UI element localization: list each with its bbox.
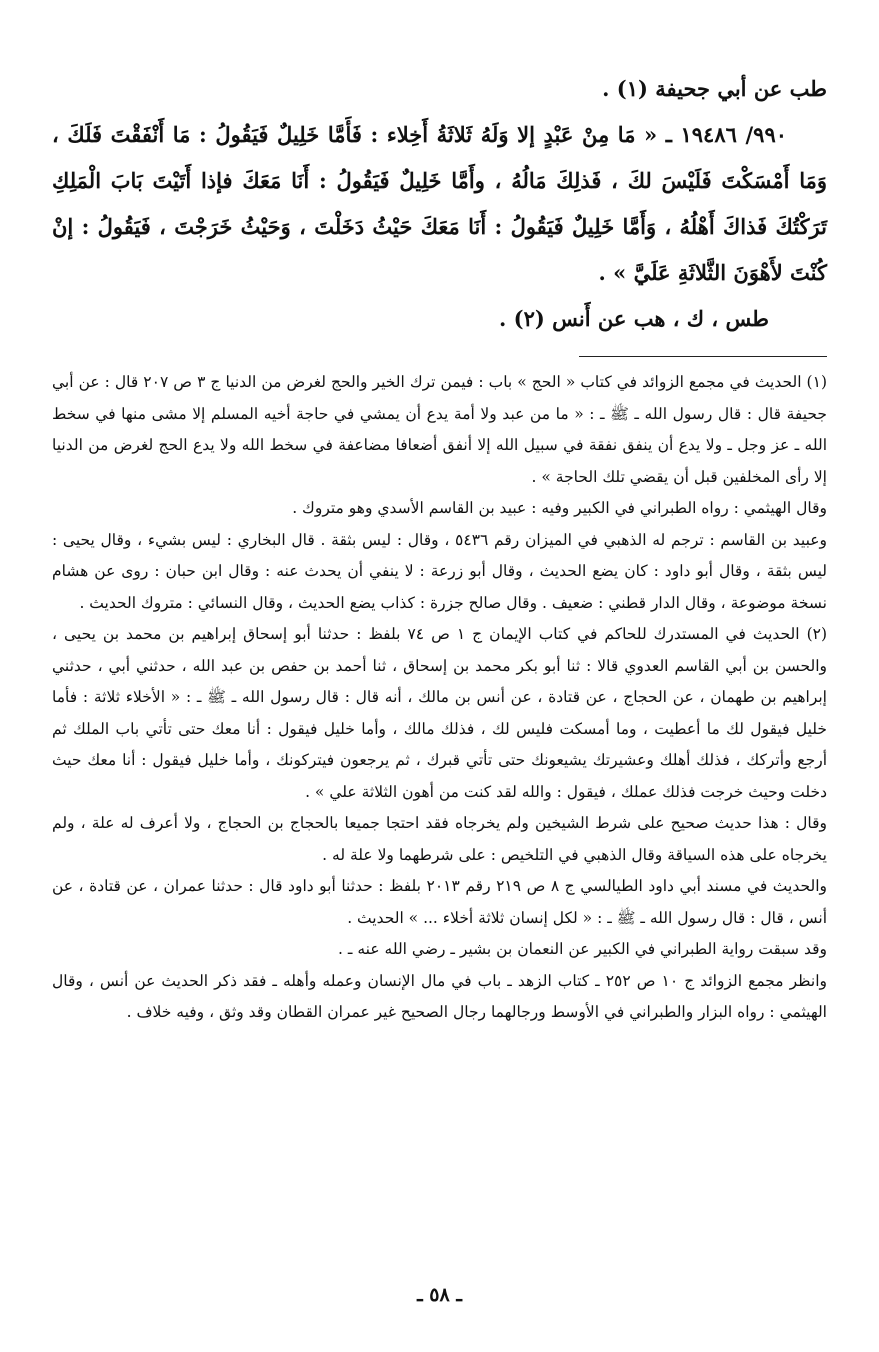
footnote-paragraph: والحديث في مسند أبي داود الطيالسي ج ٨ ص ٢١٩ رقم ٢٠١٣ بلفظ : حدثنا أبو داود قال : حدثنا عمران ، عن قتادة ، عن أنس ، قال : قال رسول الله ـ ﷺ ـ : « لكل إنسان ثلاثة أخلاء ... » الحديث . [52,877,827,927]
footnote-2 [52,619,827,1029]
footnote-divider [579,356,827,357]
footnote-paragraph: وعبيد بن القاسم : ترجم له الذهبي في الميزان رقم ٥٤٣٦ ، وقال : ليس بثقة . قال البخاري : ليس بشيء ، وقال يحيى : ليس بثقة ، وقال أبو داود : كان يضع الحديث ، وقال أبو زرعة : لا ينفي أن يحدث عنه : وقال ابن حبان : روى عن هشام نسخة موضوعة ، وقال الدار قطني : ضعيف . وقال صالح جزرة : كذاب يضع الحديث ، وقال النسائي : متروك الحديث . [52,530,828,612]
footnote-paragraph: (١) الحديث في مجمع الزوائد في كتاب « الحج » باب : فيمن ترك الخير والحج لغرض من الدنيا ج ٣ ص ٢٠٧ قال : عن أبي جحيفة قال : قال رسول الله ـ ﷺ ـ : « ما من عبد ولا أمة يدع أن يمشي في حاجة أخيه المسلم إلا مشى منها في سخط الله ـ عز وجل ـ ولا يدع أن ينفق نفقة في سبيل الله إلا أنفق أضعافا مضاعفة في سخط الله ولا يدع الحج لغرض من الدنيا إلا رأى المخلفين قبل أن يقضي تلك الحاجة » . [52,373,827,486]
footnote-paragraph: وقد سبقت رواية الطبراني في الكبير عن النعمان بن بشير ـ رضي الله عنه ـ . [338,940,827,958]
footnotes [52,367,827,1029]
main-text [52,66,827,342]
footnote-1 [52,367,827,619]
page-number: ـ ٥٨ ـ [417,1284,462,1306]
footnote-paragraph: وانظر مجمع الزوائد ج ١٠ ص ٢٥٢ ـ كتاب الزهد ـ باب في مال الإنسان وعمله وأهله ـ فقد ذكر الحديث عن أنس ، وقال الهيثمي : رواه البزار والطبراني في الأوسط ورجالهما رجال الصحيح غير عمران القطان وقد وثق ، وفيه خلاف . [52,971,827,1021]
footnote-paragraph: وقال الهيثمي : رواه الطبراني في الكبير وفيه : عبيد بن القاسم الأسدي وهو متروك . [292,499,827,517]
footnote-paragraph: (٢) الحديث في المستدرك للحاكم في كتاب الإيمان ج ١ ص ٧٤ بلفظ : حدثنا أبو إسحاق إبراهيم بن محمد بن يحيى ، والحسن بن أبي القاسم العدوي قالا : ثنا أبو بكر محمد بن إسحاق ، ثنا أحمد بن حفص بن عبد الله ، حدثني أبي ، حدثني إبراهيم بن طهمان ، عن الحجاج ، عن قتادة ، عن أنس بن مالك ، أنه قال : قال رسول الله ـ ﷺ ـ : « الأخلاء ثلاثة : فأما خليل فيقول لك ما أعطيت ، وما أمسكت فليس لك ، فذلك مالك ، وأما خليل فيقول : أنا معك حتى تأتي باب الملك ثم أرجع وأتركك ، فذلك أهلك وعشيرتك يشيعونك حتى تأتي قبرك ، ثم يرجعون فيتركونك ، وأما خليل فيقول : أنا معك حيث دخلت وحيث خرجت فذلك عملك ، فيقول : والله لقد كنت من أهون الثلاثة علي » . [52,625,828,801]
hadith-text: ٩٩٠/ ١٩٤٨٦ ـ « مَا مِنْ عَبْدٍ إلا وَلَهُ ثَلاثَةُ أَخِلاء : فَأَمَّا خَلِيلٌ فَيَقُولُ : مَا أَنْفَقْتَ فَلَكَ ، وَمَا أَمْسَكْتَ فَلَيْسَ لكَ ، فَذلِكَ مَالُهُ ، وأَمَّا خَلِيلٌ فَيَقُولُ : أَنَا مَعَكَ فإذا أَتَيْتَ بَابَ الْمَلِكِ تَرَكْتُكَ فَذاكَ أَهْلُهُ ، وَأَمَّا خَلِيلٌ فَيَقُولُ : أَنَا مَعَكَ حَيْثُ دَخَلْتَ ، وَحَيْثُ خَرَجْتَ ، فَيَقُولُ : إنْ كُنْتَ لأَهْوَنَ الثَّلاثَةِ عَلَيَّ » . [52,122,827,285]
source-line-2: طس ، ك ، هب عن أَنس (٢) . [499,306,769,331]
footnote-paragraph: وقال : هذا حديث صحيح على شرط الشيخين ولم يخرجاه فقد احتجا جميعا بالحجاج بن الحجاج ، ولا أعرف له علة ، ولم يخرجاه على هذه السياقة وقال الذهبي في التلخيص : على شرطهما ولا علة له . [52,814,827,864]
source-line-1: طب عن أبي جحيفة (١) . [602,76,827,101]
page-content [52,66,827,1029]
